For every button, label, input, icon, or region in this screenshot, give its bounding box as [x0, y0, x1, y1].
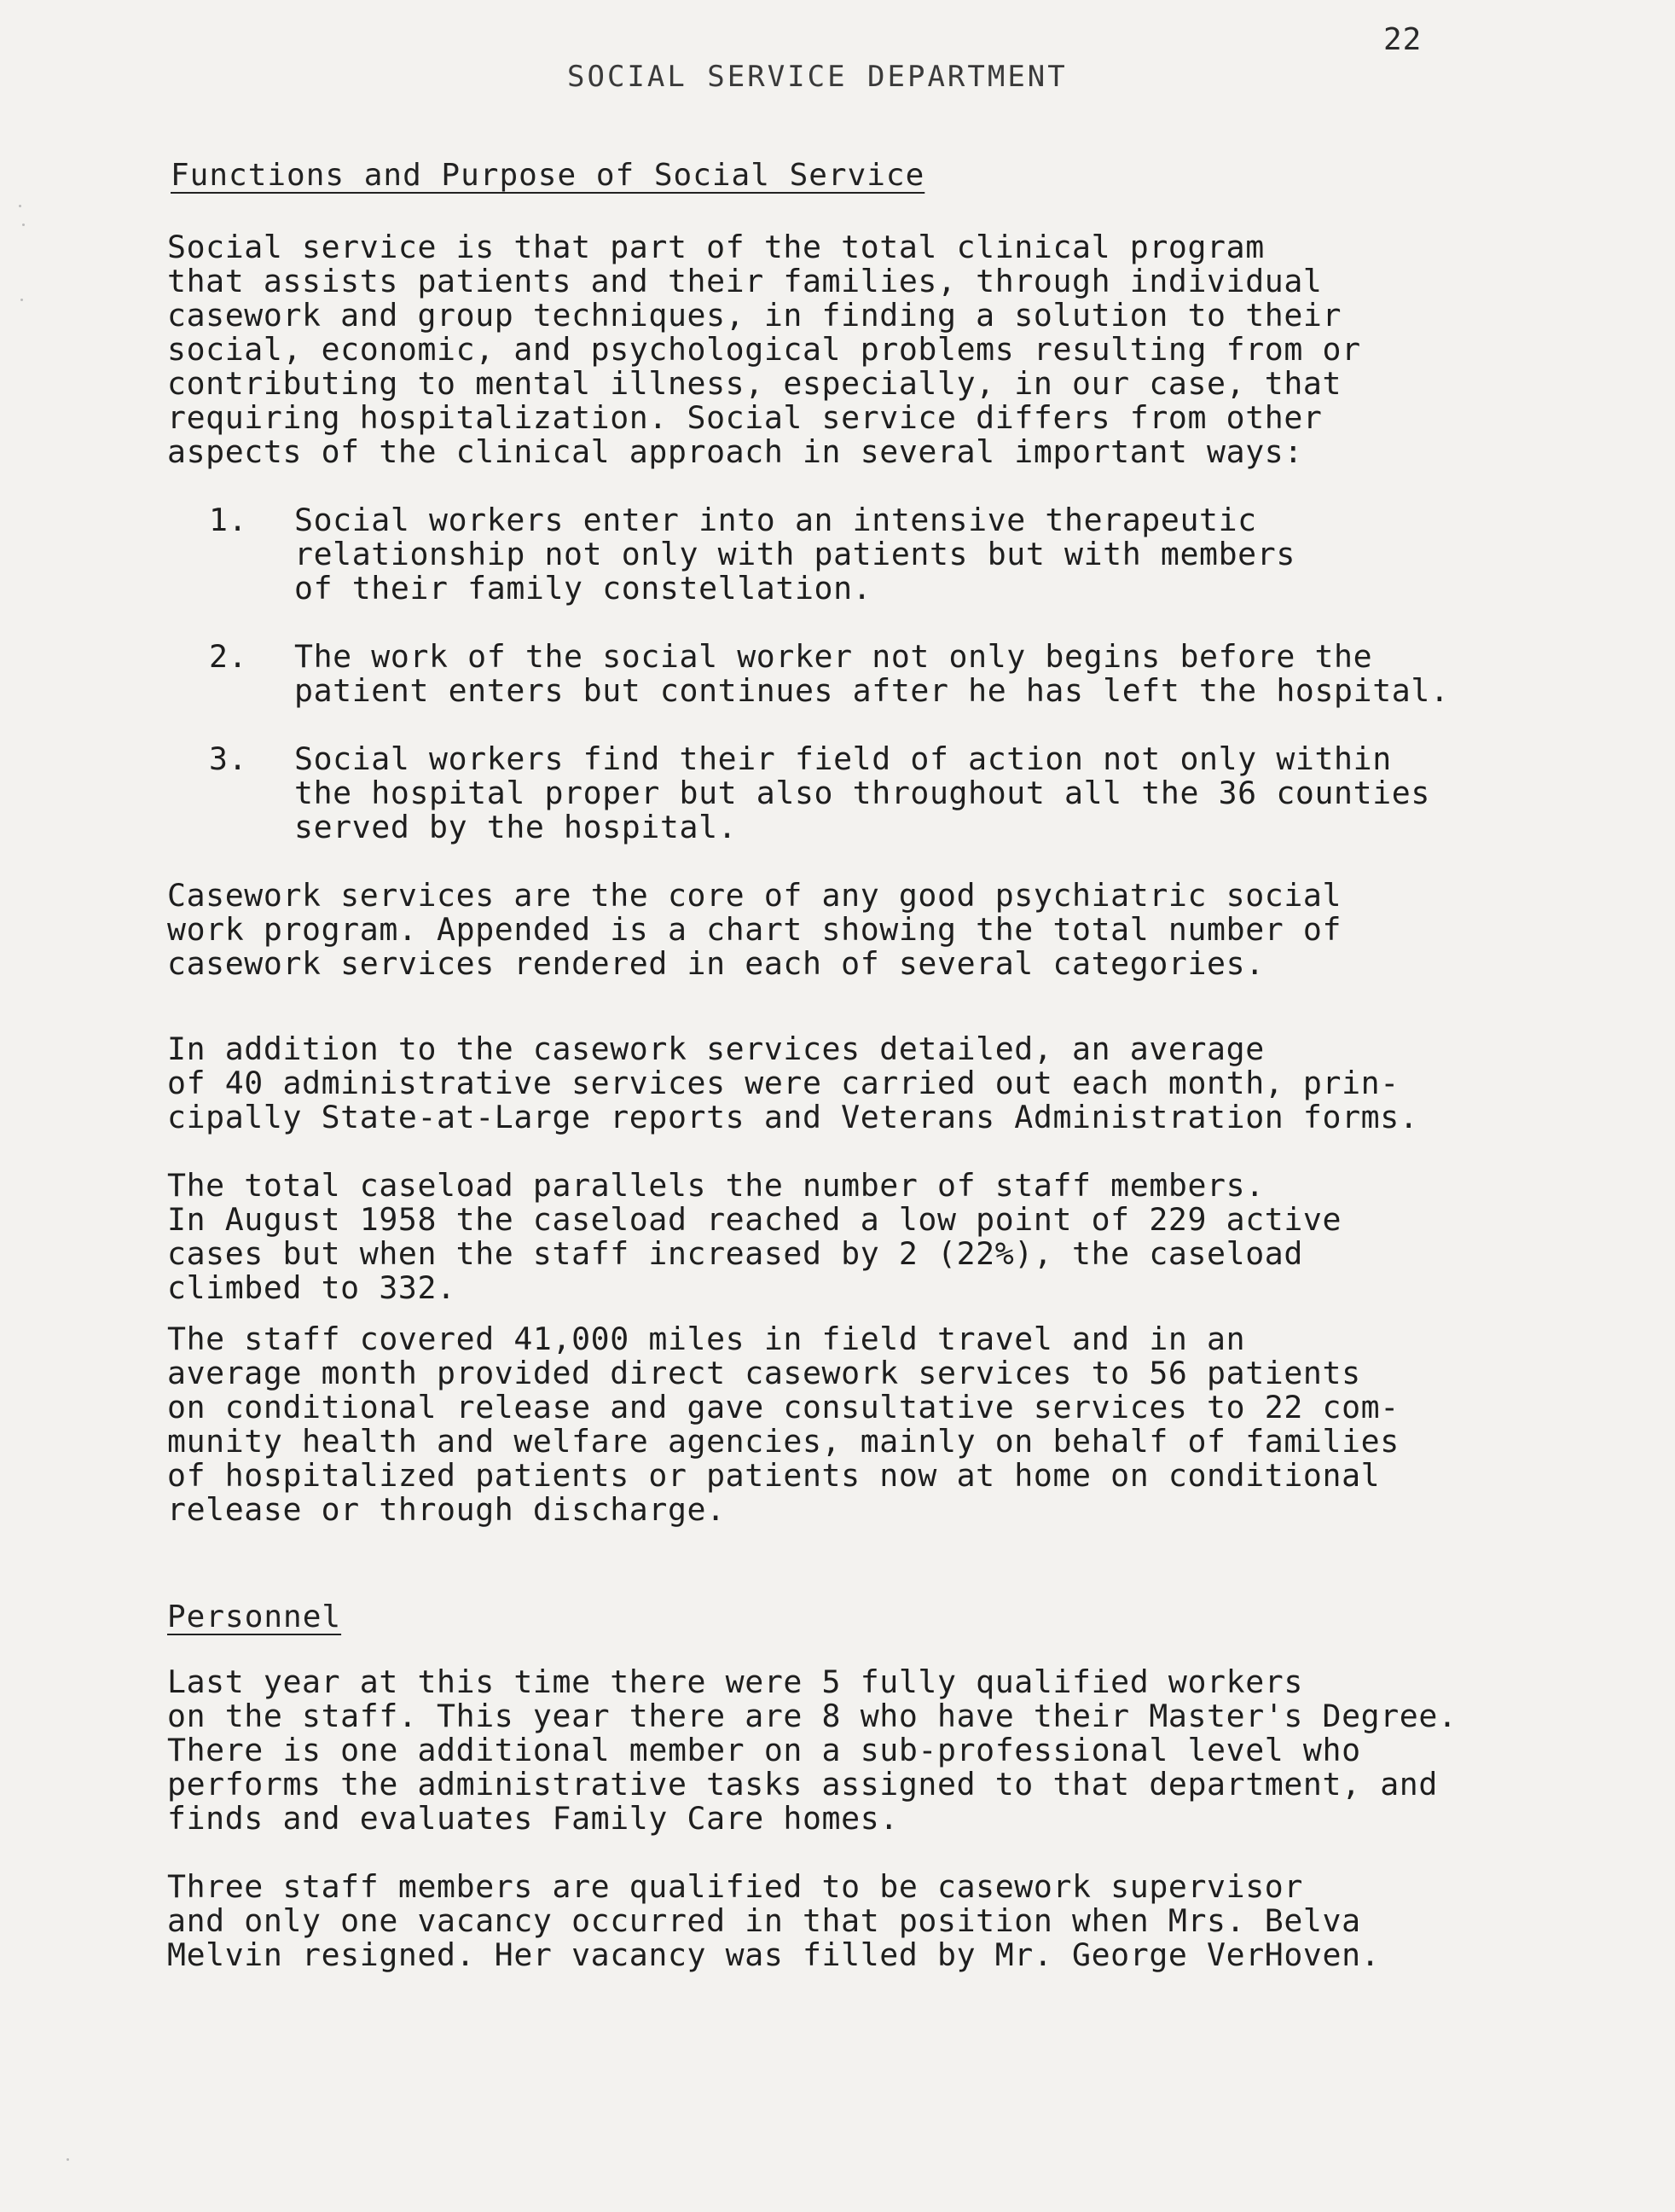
paper-speck	[20, 299, 23, 301]
caseload-paragraph: The total caseload parallels the number of staff members. In August 1958 the caseload reached a low point of 229 active cases but when the staff increased by 2 (22%), the caseload climbed to 332.	[167, 1167, 1342, 1306]
functions-paragraph: Social service is that part of the total clinical program that assists patients and their families, through individual casework and group techniques, in finding a solution to their social, economic, and psychological problems resulting from or contributing to mental illness, especially, in our case, that requiring hospitalization. Social service differs from other aspects of the clinical approach in several important ways:	[167, 229, 1361, 470]
list-item-text: The work of the social worker not only begins before the patient enters but continues after he has left the hospital.	[294, 638, 1450, 709]
personnel-paragraph-1: Last year at this time there were 5 fully qualified workers on the staff. This year there are 8 who have their Master's Degree. There is one additional member on a sub-professional level who performs the administrative tasks assigned to that department, and finds and evaluates Family Care homes.	[167, 1663, 1458, 1837]
paper-speck	[22, 224, 25, 226]
page-number: 22	[1383, 22, 1423, 57]
list-item-number: 3.	[209, 740, 248, 777]
functions-heading: Functions and Purpose of Social Service	[171, 158, 925, 193]
paper-speck	[67, 2158, 69, 2161]
list-item-text: Social workers find their field of action not only within the hospital proper but also throughout all the 36 counties served by the hospital.	[294, 740, 1430, 845]
administrative-paragraph: In addition to the casework services detailed, an average of 40 administrative services were carried out each month, prin- cipally State-at-Large reports and Veterans Administration forms.	[167, 1031, 1419, 1135]
list-item-number: 2.	[209, 638, 248, 675]
paper-speck	[19, 205, 21, 207]
personnel-paragraph-2: Three staff members are qualified to be casework supervisor and only one vacancy occurred in that position when Mrs. Belva Melvin resigned. Her vacancy was filled by Mr. George VerHoven.	[167, 1868, 1381, 1973]
list-item-number: 1.	[209, 502, 248, 538]
travel-paragraph: The staff covered 41,000 miles in field travel and in an average month provided direct casework services to 56 patients on conditional release and gave consultative services to 22 com- munity health and welfare agencies, mainly on behalf of families of hospitalized patients or patients now at home on conditional release or through discharge.	[167, 1321, 1400, 1528]
personnel-heading: Personnel	[167, 1599, 342, 1634]
casework-paragraph: Casework services are the core of any good psychiatric social work program. Appended is a chart showing the total number of casework services rendered in each of several categories.	[167, 877, 1342, 982]
department-title: SOCIAL SERVICE DEPARTMENT	[567, 60, 1068, 94]
list-item-text: Social workers enter into an intensive therapeutic relationship not only with patients but with members of their family constellation.	[294, 502, 1295, 607]
